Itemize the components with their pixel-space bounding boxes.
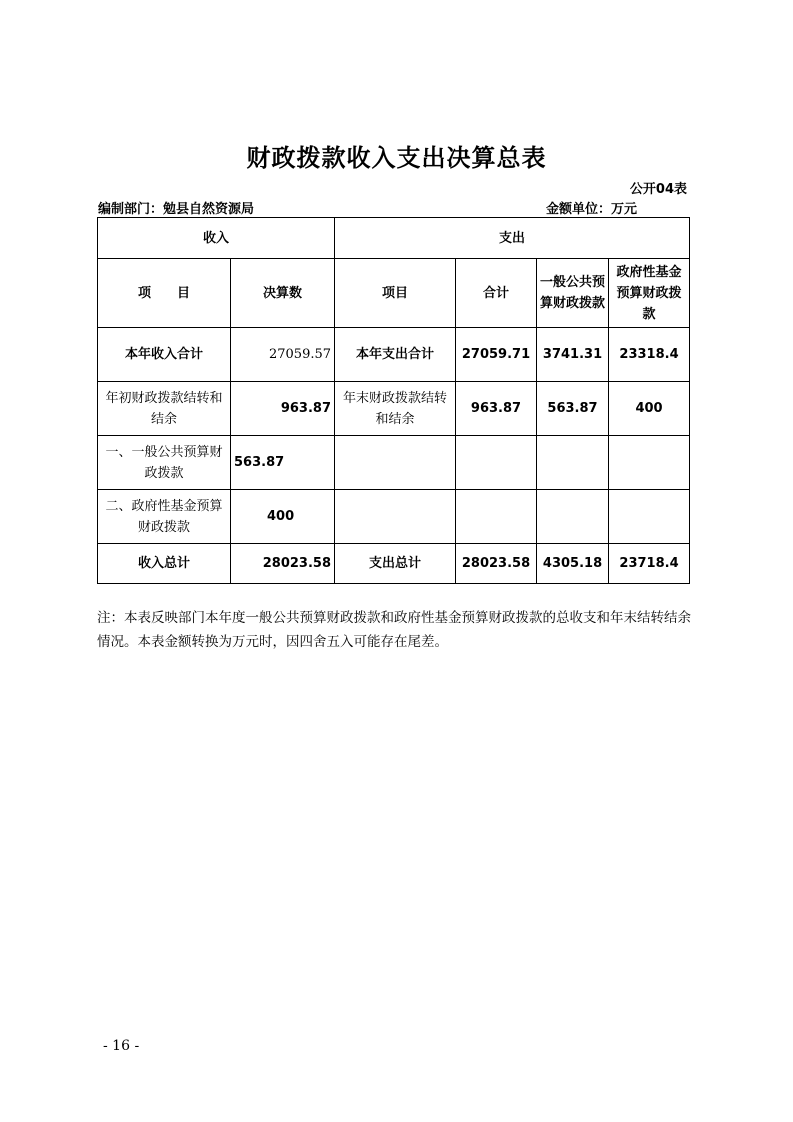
expense-item-header: 项目 (335, 259, 456, 328)
empty-cell (609, 436, 690, 490)
table-column-header-row (98, 259, 690, 328)
general-budget-value: 563.87 (231, 436, 335, 490)
unit-label: 金额单位：万元 (546, 202, 638, 217)
carryover-label: 年初财政拨款结转和结余 (98, 382, 231, 436)
year-end-carryover-fund: 400 (609, 382, 690, 436)
total-header: 合计 (456, 259, 537, 328)
footnote: 注：本表反映部门本年度一般公共预算财政拨款和政府性基金预算财政拨款的总收支和年末结转结余情况。本表金额转换为万元时，因四舍五入可能存在尾差。 (97, 610, 691, 650)
general-budget-header: 一般公共预算财政拨款 (537, 259, 609, 328)
budget-table (97, 217, 690, 584)
empty-cell (609, 490, 690, 544)
year-end-carryover-general: 563.87 (537, 382, 609, 436)
gov-fund-label: 二、政府性基金预算财政拨款 (98, 490, 231, 544)
empty-cell (335, 490, 456, 544)
general-budget-label: 一、一般公共预算财政拨款 (98, 436, 231, 490)
grand-total-income-value: 28023.58 (231, 544, 335, 584)
gov-fund-value: 400 (231, 490, 335, 544)
grand-total-expense-label: 支出总计 (335, 544, 456, 584)
year-end-carryover-total: 963.87 (456, 382, 537, 436)
item-header: 项 目 (98, 259, 231, 328)
year-expense-fund: 23318.4 (609, 328, 690, 382)
table-row (98, 544, 690, 584)
page-number: - 16 - (103, 1038, 140, 1054)
table-number: 公开04表 (629, 182, 687, 197)
table-row (98, 490, 690, 544)
grand-total-expense-total: 28023.58 (456, 544, 537, 584)
expense-header: 支出 (335, 218, 690, 259)
empty-cell (537, 436, 609, 490)
year-income-label: 本年收入合计 (98, 328, 231, 382)
department-label: 编制部门：勉县自然资源局 (98, 202, 255, 217)
year-expense-label: 本年支出合计 (335, 328, 456, 382)
year-expense-general: 3741.31 (537, 328, 609, 382)
empty-cell (335, 436, 456, 490)
empty-cell (537, 490, 609, 544)
empty-cell (456, 436, 537, 490)
year-end-carryover-label: 年末财政拨款结转和结余 (335, 382, 456, 436)
table-row (98, 436, 690, 490)
final-amount-header: 决算数 (231, 259, 335, 328)
grand-total-income-label: 收入总计 (98, 544, 231, 584)
grand-total-expense-fund: 23718.4 (609, 544, 690, 584)
year-expense-total: 27059.71 (456, 328, 537, 382)
table-group-header-row (98, 218, 690, 259)
page-title: 财政拨款收入支出决算总表 (246, 144, 547, 172)
grand-total-expense-general: 4305.18 (537, 544, 609, 584)
empty-cell (456, 490, 537, 544)
gov-fund-header: 政府性基金预算财政拨款 (609, 259, 690, 328)
table-row (98, 382, 690, 436)
year-income-value: 27059.57 (231, 328, 335, 382)
carryover-value: 963.87 (231, 382, 335, 436)
table-row (98, 328, 690, 382)
income-header: 收入 (98, 218, 335, 259)
